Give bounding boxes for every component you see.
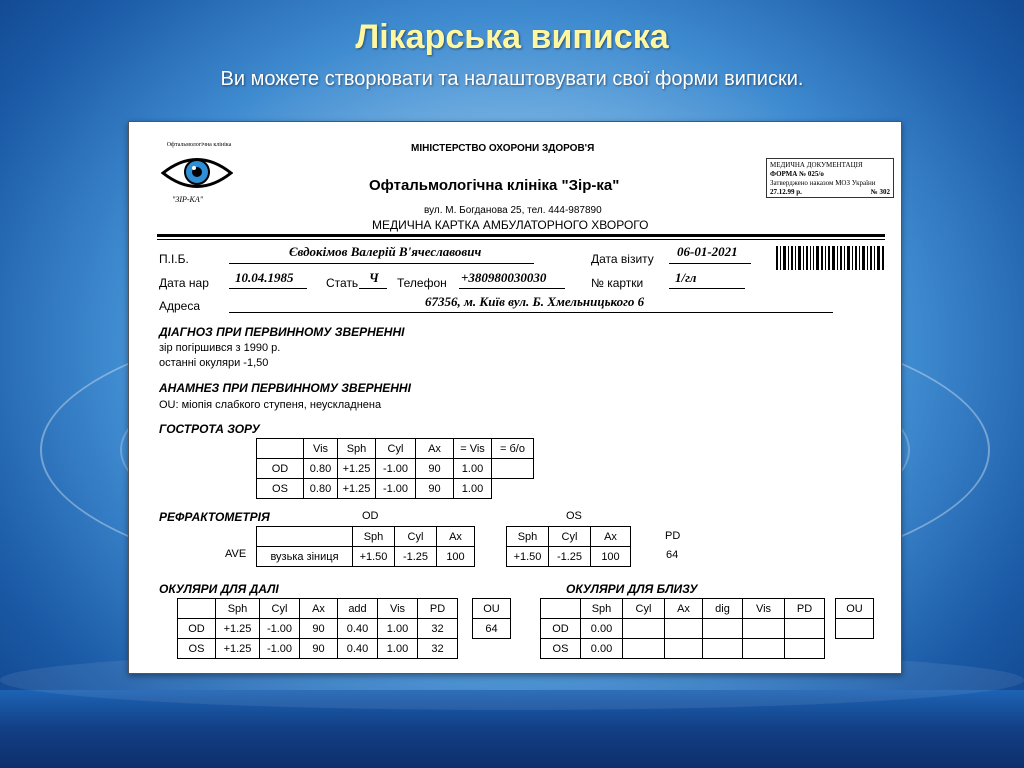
acuity-header: = б/о — [492, 439, 534, 459]
logo-label: Офтальмологічна клініка — [166, 142, 232, 148]
distance-header: Vis — [378, 599, 418, 619]
refracto-os-table — [506, 526, 631, 567]
refracto-pd-label: PD — [665, 530, 681, 542]
barcode-icon — [776, 246, 884, 270]
table-row — [541, 639, 825, 659]
refracto-os-cell: 100 — [591, 547, 631, 567]
medical-card-document — [128, 121, 902, 674]
acuity-cell: OD — [257, 459, 304, 479]
distance-cell: 0.40 — [338, 639, 378, 659]
dob-value: 10.04.1985 — [235, 270, 294, 285]
distance-cell: OD — [178, 619, 216, 639]
acuity-cell: OS — [257, 479, 304, 499]
dob-underline — [229, 288, 307, 289]
refracto-od-table — [256, 526, 475, 567]
distance-header: add — [338, 599, 378, 619]
near-ou-value — [836, 619, 874, 639]
near-cell: OD — [541, 619, 581, 639]
acuity-cell: 0.80 — [304, 459, 338, 479]
visit-date-value: 06-01-2021 — [677, 244, 738, 259]
near-cell — [623, 639, 665, 659]
refracto-os-header: Ax — [591, 527, 631, 547]
refracto-od-cell: +1.50 — [353, 547, 395, 567]
near-cell: OS — [541, 639, 581, 659]
near-cell — [703, 619, 743, 639]
distance-ou-header: OU — [473, 599, 511, 619]
acuity-cell: +1.25 — [338, 459, 376, 479]
card-title: МЕДИЧНА КАРТКА АМБУЛАТОРНОГО ХВОРОГО — [372, 218, 649, 232]
card-number-value: 1/гл — [675, 270, 697, 285]
distance-header: PD — [418, 599, 458, 619]
acuity-cell: 90 — [416, 479, 454, 499]
near-cell — [743, 639, 785, 659]
slide-title: Лікарська виписка — [355, 18, 669, 56]
card-number-label: № картки — [591, 276, 644, 290]
form-number-box — [766, 158, 894, 198]
header-divider-thin — [157, 239, 885, 240]
distance-cell: 90 — [300, 639, 338, 659]
near-cell: 0.00 — [581, 639, 623, 659]
distance-table — [177, 598, 458, 659]
acuity-cell: 0.80 — [304, 479, 338, 499]
acuity-cell — [492, 479, 534, 499]
distance-header: Ax — [300, 599, 338, 619]
refracto-os-cell: +1.50 — [507, 547, 549, 567]
acuity-header — [257, 439, 304, 459]
refracto-pd-value: 64 — [666, 549, 679, 561]
refracto-os-label: OS — [566, 510, 582, 522]
acuity-cell: -1.00 — [376, 479, 416, 499]
refracto-od-cell: вузька зіниця — [257, 547, 353, 567]
form-box-number: № 302 — [870, 188, 890, 196]
sex-label: Стать — [326, 276, 359, 290]
table-row — [178, 639, 458, 659]
near-header: Ax — [665, 599, 703, 619]
near-table — [540, 598, 825, 659]
distance-cell: -1.00 — [260, 619, 300, 639]
acuity-cell: +1.25 — [338, 479, 376, 499]
table-row — [507, 547, 631, 567]
acuity-cell — [492, 459, 534, 479]
near-cell — [785, 619, 825, 639]
acuity-header: Cyl — [376, 439, 416, 459]
near-ou-table — [835, 598, 874, 639]
near-ou-header: OU — [836, 599, 874, 619]
clinic-address: вул. М. Богданова 25, тел. 444-987890 — [424, 205, 602, 216]
distance-header: Cyl — [260, 599, 300, 619]
near-cell — [665, 639, 703, 659]
address-label: Адреса — [159, 299, 201, 313]
acuity-cell: 1.00 — [454, 459, 492, 479]
distance-cell: 32 — [418, 619, 458, 639]
acuity-header: Vis — [304, 439, 338, 459]
acuity-heading: ГОСТРОТА ЗОРУ — [159, 422, 260, 436]
refracto-od-cell: 100 — [437, 547, 475, 567]
phone-label: Телефон — [397, 276, 447, 290]
table-row — [257, 547, 475, 567]
refracto-od-header: Sph — [353, 527, 395, 547]
form-box-line1: МЕДИЧНА ДОКУМЕНТАЦІЯ — [770, 161, 863, 169]
distance-cell: 1.00 — [378, 639, 418, 659]
diagnosis-line2: останні окуляри -1,50 — [159, 357, 269, 369]
name-label: П.І.Б. — [159, 252, 189, 266]
refracto-ave-label: AVE — [225, 548, 247, 560]
refracto-heading: РЕФРАКТОМЕТРІЯ — [159, 510, 270, 524]
refracto-os-header: Cyl — [549, 527, 591, 547]
near-cell — [665, 619, 703, 639]
table-row — [257, 479, 534, 499]
distance-cell: -1.00 — [260, 639, 300, 659]
acuity-header: Ax — [416, 439, 454, 459]
sex-value: Ч — [369, 270, 379, 285]
acuity-header: Sph — [338, 439, 376, 459]
table-row — [257, 459, 534, 479]
near-cell — [703, 639, 743, 659]
clinic-name: Офтальмологічна клініка "Зір-ка" — [369, 177, 620, 194]
sex-underline — [359, 288, 387, 289]
card-number-underline — [669, 288, 745, 289]
near-header — [541, 599, 581, 619]
anamnesis-line1: OU: міопія слабкого ступеня, неускладнена — [159, 399, 382, 411]
refracto-os-cell: -1.25 — [549, 547, 591, 567]
form-box-line2: ФОРМА № 025/о — [770, 170, 824, 178]
distance-header: Sph — [216, 599, 260, 619]
logo-text: "ЗІР-КА" — [172, 195, 204, 204]
near-header: dig — [703, 599, 743, 619]
distance-cell: 1.00 — [378, 619, 418, 639]
near-heading: ОКУЛЯРИ ДЛЯ БЛИЗУ — [566, 582, 698, 596]
distance-ou-table — [472, 598, 511, 639]
visit-date-label: Дата візиту — [591, 252, 654, 266]
phone-underline — [459, 288, 565, 289]
near-cell — [623, 619, 665, 639]
acuity-cell: 1.00 — [454, 479, 492, 499]
name-underline — [229, 263, 534, 264]
diagnosis-line1: зір погіршився з 1990 р. — [159, 342, 281, 354]
near-cell — [743, 619, 785, 639]
distance-heading: ОКУЛЯРИ ДЛЯ ДАЛІ — [159, 582, 279, 596]
table-row — [541, 619, 825, 639]
near-header: PD — [785, 599, 825, 619]
distance-cell: +1.25 — [216, 619, 260, 639]
refracto-od-label: OD — [362, 510, 379, 522]
acuity-cell: 90 — [416, 459, 454, 479]
distance-cell: +1.25 — [216, 639, 260, 659]
near-cell: 0.00 — [581, 619, 623, 639]
address-value: 67356, м. Київ вул. Б. Хмельницького 6 — [425, 294, 645, 309]
diagnosis-heading: ДІАГНОЗ ПРИ ПЕРВИННОМУ ЗВЕРНЕННІ — [159, 325, 405, 339]
refracto-od-header: Ax — [437, 527, 475, 547]
refracto-od-cell: -1.25 — [395, 547, 437, 567]
distance-cell: 0.40 — [338, 619, 378, 639]
refracto-od-header: Cyl — [395, 527, 437, 547]
acuity-table — [256, 438, 534, 499]
visit-date-underline — [669, 263, 751, 264]
distance-ou-value: 64 — [473, 619, 511, 639]
table-row — [178, 619, 458, 639]
slide-subtitle: Ви можете створювати та налаштовувати свої форми виписки. — [220, 68, 804, 90]
eye-logo-icon — [161, 152, 233, 194]
distance-header — [178, 599, 216, 619]
ministry-header: МІНІСТЕРСТВО ОХОРОНИ ЗДОРОВ'Я — [411, 143, 595, 154]
address-underline — [229, 312, 833, 313]
form-box-line3: Затверджено наказом МОЗ України — [770, 179, 876, 187]
near-header: Sph — [581, 599, 623, 619]
near-cell — [785, 639, 825, 659]
refracto-os-header: Sph — [507, 527, 549, 547]
anamnesis-heading: АНАМНЕЗ ПРИ ПЕРВИННОМУ ЗВЕРНЕННІ — [159, 381, 411, 395]
form-box-date: 27.12.99 р. — [770, 188, 802, 196]
background-bottom-band — [0, 690, 1024, 768]
refracto-od-header — [257, 527, 353, 547]
dob-label: Дата нар — [159, 276, 209, 290]
near-header: Cyl — [623, 599, 665, 619]
acuity-cell: -1.00 — [376, 459, 416, 479]
distance-cell: 32 — [418, 639, 458, 659]
near-header: Vis — [743, 599, 785, 619]
name-value: Євдокімов Валерій В'ячеславович — [289, 244, 482, 259]
acuity-header: = Vis — [454, 439, 492, 459]
phone-value: +380980030030 — [461, 270, 547, 285]
distance-cell: OS — [178, 639, 216, 659]
header-divider — [157, 234, 885, 237]
distance-cell: 90 — [300, 619, 338, 639]
